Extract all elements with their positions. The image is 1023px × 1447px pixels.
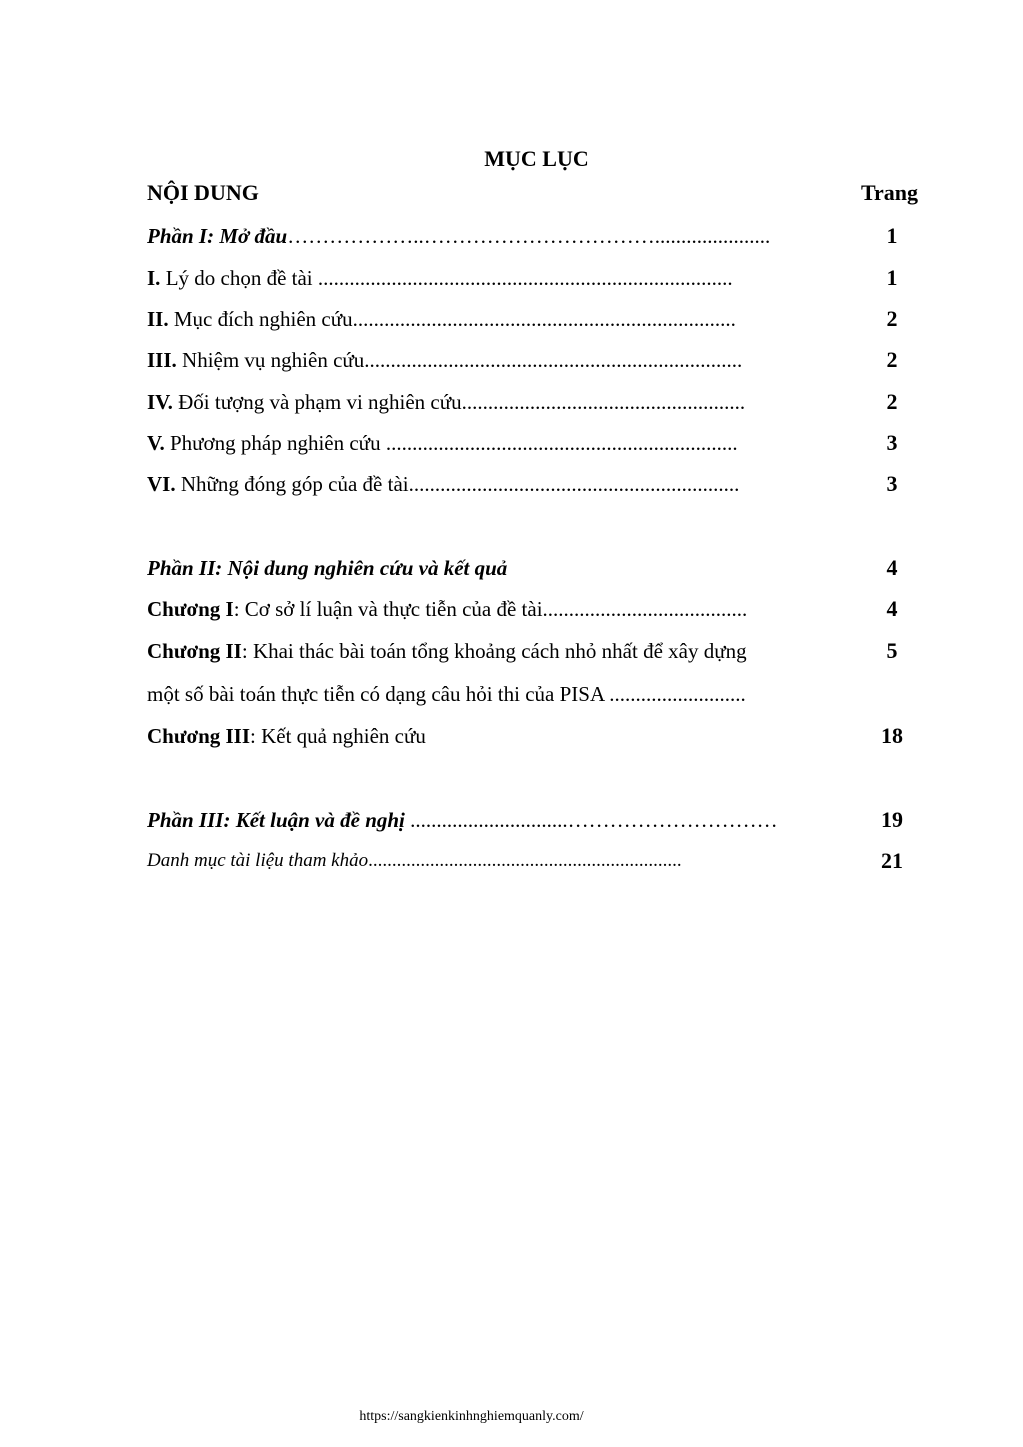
toc-entry-section-title: Phần I: Mở đầu <box>147 224 288 248</box>
toc-entry-label-bold: V. <box>147 431 165 455</box>
toc-page-number: 4 <box>886 596 898 621</box>
toc-entry <box>147 554 507 582</box>
toc-page-number: 18 <box>881 723 903 748</box>
toc-entry-leader: .......................... <box>609 682 746 706</box>
toc-entry-label-bold: I. <box>147 266 161 290</box>
toc-entry-section-title: Phần III: Kết luận và đề nghị <box>147 808 405 832</box>
footer-url: https://sangkienkinhnghiemquanly.com/ <box>359 1409 584 1424</box>
toc-entry-label-bold: Chương I <box>147 597 234 621</box>
toc-page-number: 5 <box>886 638 898 663</box>
toc-entry <box>147 429 738 457</box>
column-header-page: Trang <box>861 180 919 205</box>
toc-entry-text: Nhiệm vụ nghiên cứu <box>176 348 365 372</box>
toc-entry <box>147 595 747 623</box>
toc-entry <box>147 847 682 875</box>
toc-entry-leader: ........................................................................ <box>364 348 743 372</box>
toc-entry-text: : Kết quả nghiên cứu <box>250 724 426 748</box>
toc-entry-text: : Khai thác bài toán tổng khoảng cách nhỏ nhất để xây dựng <box>241 639 747 663</box>
toc-entry-text: Phương pháp nghiên cứu <box>164 431 386 455</box>
toc-page-number: 1 <box>886 223 898 248</box>
toc-entry <box>147 346 742 374</box>
toc-page-number: 2 <box>886 389 898 414</box>
toc-entry-label-bold: Chương II <box>147 639 242 663</box>
toc-entry-leader: ...................................................... <box>461 390 746 414</box>
toc-entry <box>147 680 746 708</box>
toc-page-number: 2 <box>886 306 898 331</box>
toc-page-number: 19 <box>881 807 903 832</box>
toc-entry <box>147 470 739 498</box>
toc-entry <box>147 388 745 416</box>
toc-page-number: 3 <box>886 430 898 455</box>
toc-entry-leader: ..............................………………………… <box>410 808 778 832</box>
toc-entry-leader: ......................................................................... <box>352 307 736 331</box>
toc-entry <box>147 264 733 292</box>
toc-page-number: 2 <box>886 347 898 372</box>
toc-entry-label-bold: IV. <box>147 390 173 414</box>
toc-entry-text: một số bài toán thực tiễn có dạng câu hỏi thi của PISA <box>147 682 610 706</box>
toc-entry-label-bold: II. <box>147 307 169 331</box>
toc-entry-leader: ....................................... <box>542 597 748 621</box>
toc-entry <box>147 222 770 250</box>
toc-entry-leader: ………………..……………………………...................... <box>287 224 771 248</box>
toc-page-number: 21 <box>881 848 903 873</box>
toc-entry-text: : Cơ sở lí luận và thực tiễn của đề tài <box>233 597 543 621</box>
toc-entry-leader: .................................................................. <box>368 850 682 871</box>
toc-entry <box>147 806 778 834</box>
toc-entry-section-title: Phần II: Nội dung nghiên cứu và kết quả <box>147 556 508 580</box>
toc-entry <box>147 637 747 665</box>
page-title: MỤC LỤC <box>484 146 589 171</box>
toc-entry-leader: ............................................................................... <box>317 266 733 290</box>
toc-entry-label-bold: VI. <box>147 472 176 496</box>
toc-entry-leader: ............................................................... <box>408 472 740 496</box>
toc-page-number: 1 <box>886 265 898 290</box>
toc-entry-text: Những đóng góp của đề tài <box>175 472 409 496</box>
toc-entry-leader: ................................................................... <box>385 431 738 455</box>
toc-entry-label-bold: Chương III <box>147 724 251 748</box>
toc-entry-label-bold: III. <box>147 348 177 372</box>
column-header-content: NỘI DUNG <box>147 180 259 205</box>
toc-entry-text: Lý do chọn đề tài <box>160 266 318 290</box>
toc-page-number: 4 <box>886 555 898 580</box>
toc-entry-text: Đối tượng và phạm vi nghiên cứu <box>172 390 462 414</box>
toc-page-number: 3 <box>886 471 898 496</box>
toc-entry <box>147 305 736 333</box>
toc-entry-text: Mục đích nghiên cứu <box>168 307 353 331</box>
toc-entry-italic-title: Danh mục tài liệu tham khảo <box>147 850 369 871</box>
toc-entry <box>147 722 426 750</box>
